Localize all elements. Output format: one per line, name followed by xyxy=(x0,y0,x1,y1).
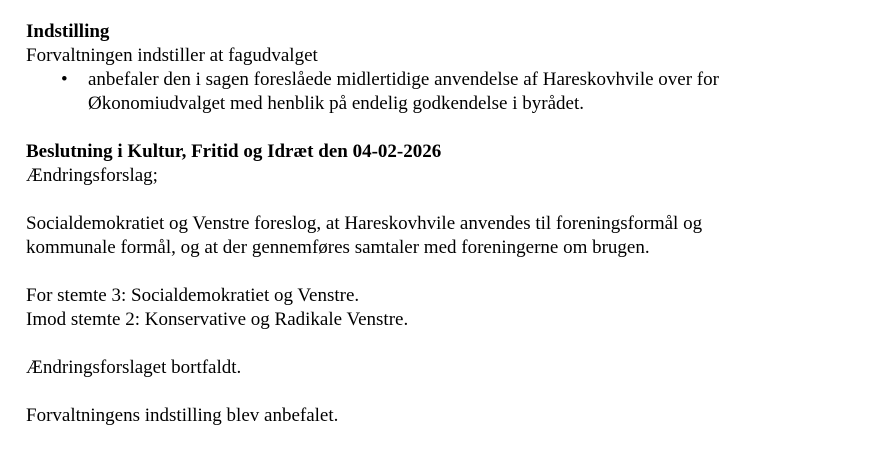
spacer xyxy=(26,380,866,404)
beslutning-section xyxy=(26,140,866,428)
bullet-text-line-2: Økonomiudvalget med henblik på endelig godkendelse i byrådet. xyxy=(88,93,584,114)
indstilling-heading: Indstilling xyxy=(26,21,110,42)
beslutning-heading: Beslutning i Kultur, Fritid og Idræt den 04-02-2026 xyxy=(26,141,442,162)
votes-for: For stemte 3: Socialdemokratiet og Venstre. xyxy=(26,285,360,306)
bullet-icon: • xyxy=(61,69,68,90)
votes-against: Imod stemte 2: Konservative og Radikale Venstre. xyxy=(26,309,409,330)
indstilling-section xyxy=(26,20,866,116)
indstilling-intro: Forvaltningen indstiller at fagudvalget xyxy=(26,45,318,66)
spacer xyxy=(26,332,866,356)
amendment-result: Ændringsforslaget bortfaldt. xyxy=(26,357,242,378)
document-body xyxy=(26,20,866,428)
bullet-text-line-1: anbefaler den i sagen foreslåede midlertidige anvendelse af Hareskovhvile over for xyxy=(88,69,719,90)
spacer xyxy=(26,260,866,284)
bullet-item xyxy=(26,68,866,116)
proposal-line-2: kommunale formål, og at der gennemføres samtaler med foreningerne om brugen. xyxy=(26,237,650,258)
recommendation-result: Forvaltningens indstilling blev anbefalet. xyxy=(26,405,339,426)
proposal-line-1: Socialdemokratiet og Venstre foreslog, at Hareskovhvile anvendes til foreningsformål og xyxy=(26,213,703,234)
spacer xyxy=(26,116,866,140)
aendringsforslag-label: Ændringsforslag; xyxy=(26,165,158,186)
spacer xyxy=(26,188,866,212)
